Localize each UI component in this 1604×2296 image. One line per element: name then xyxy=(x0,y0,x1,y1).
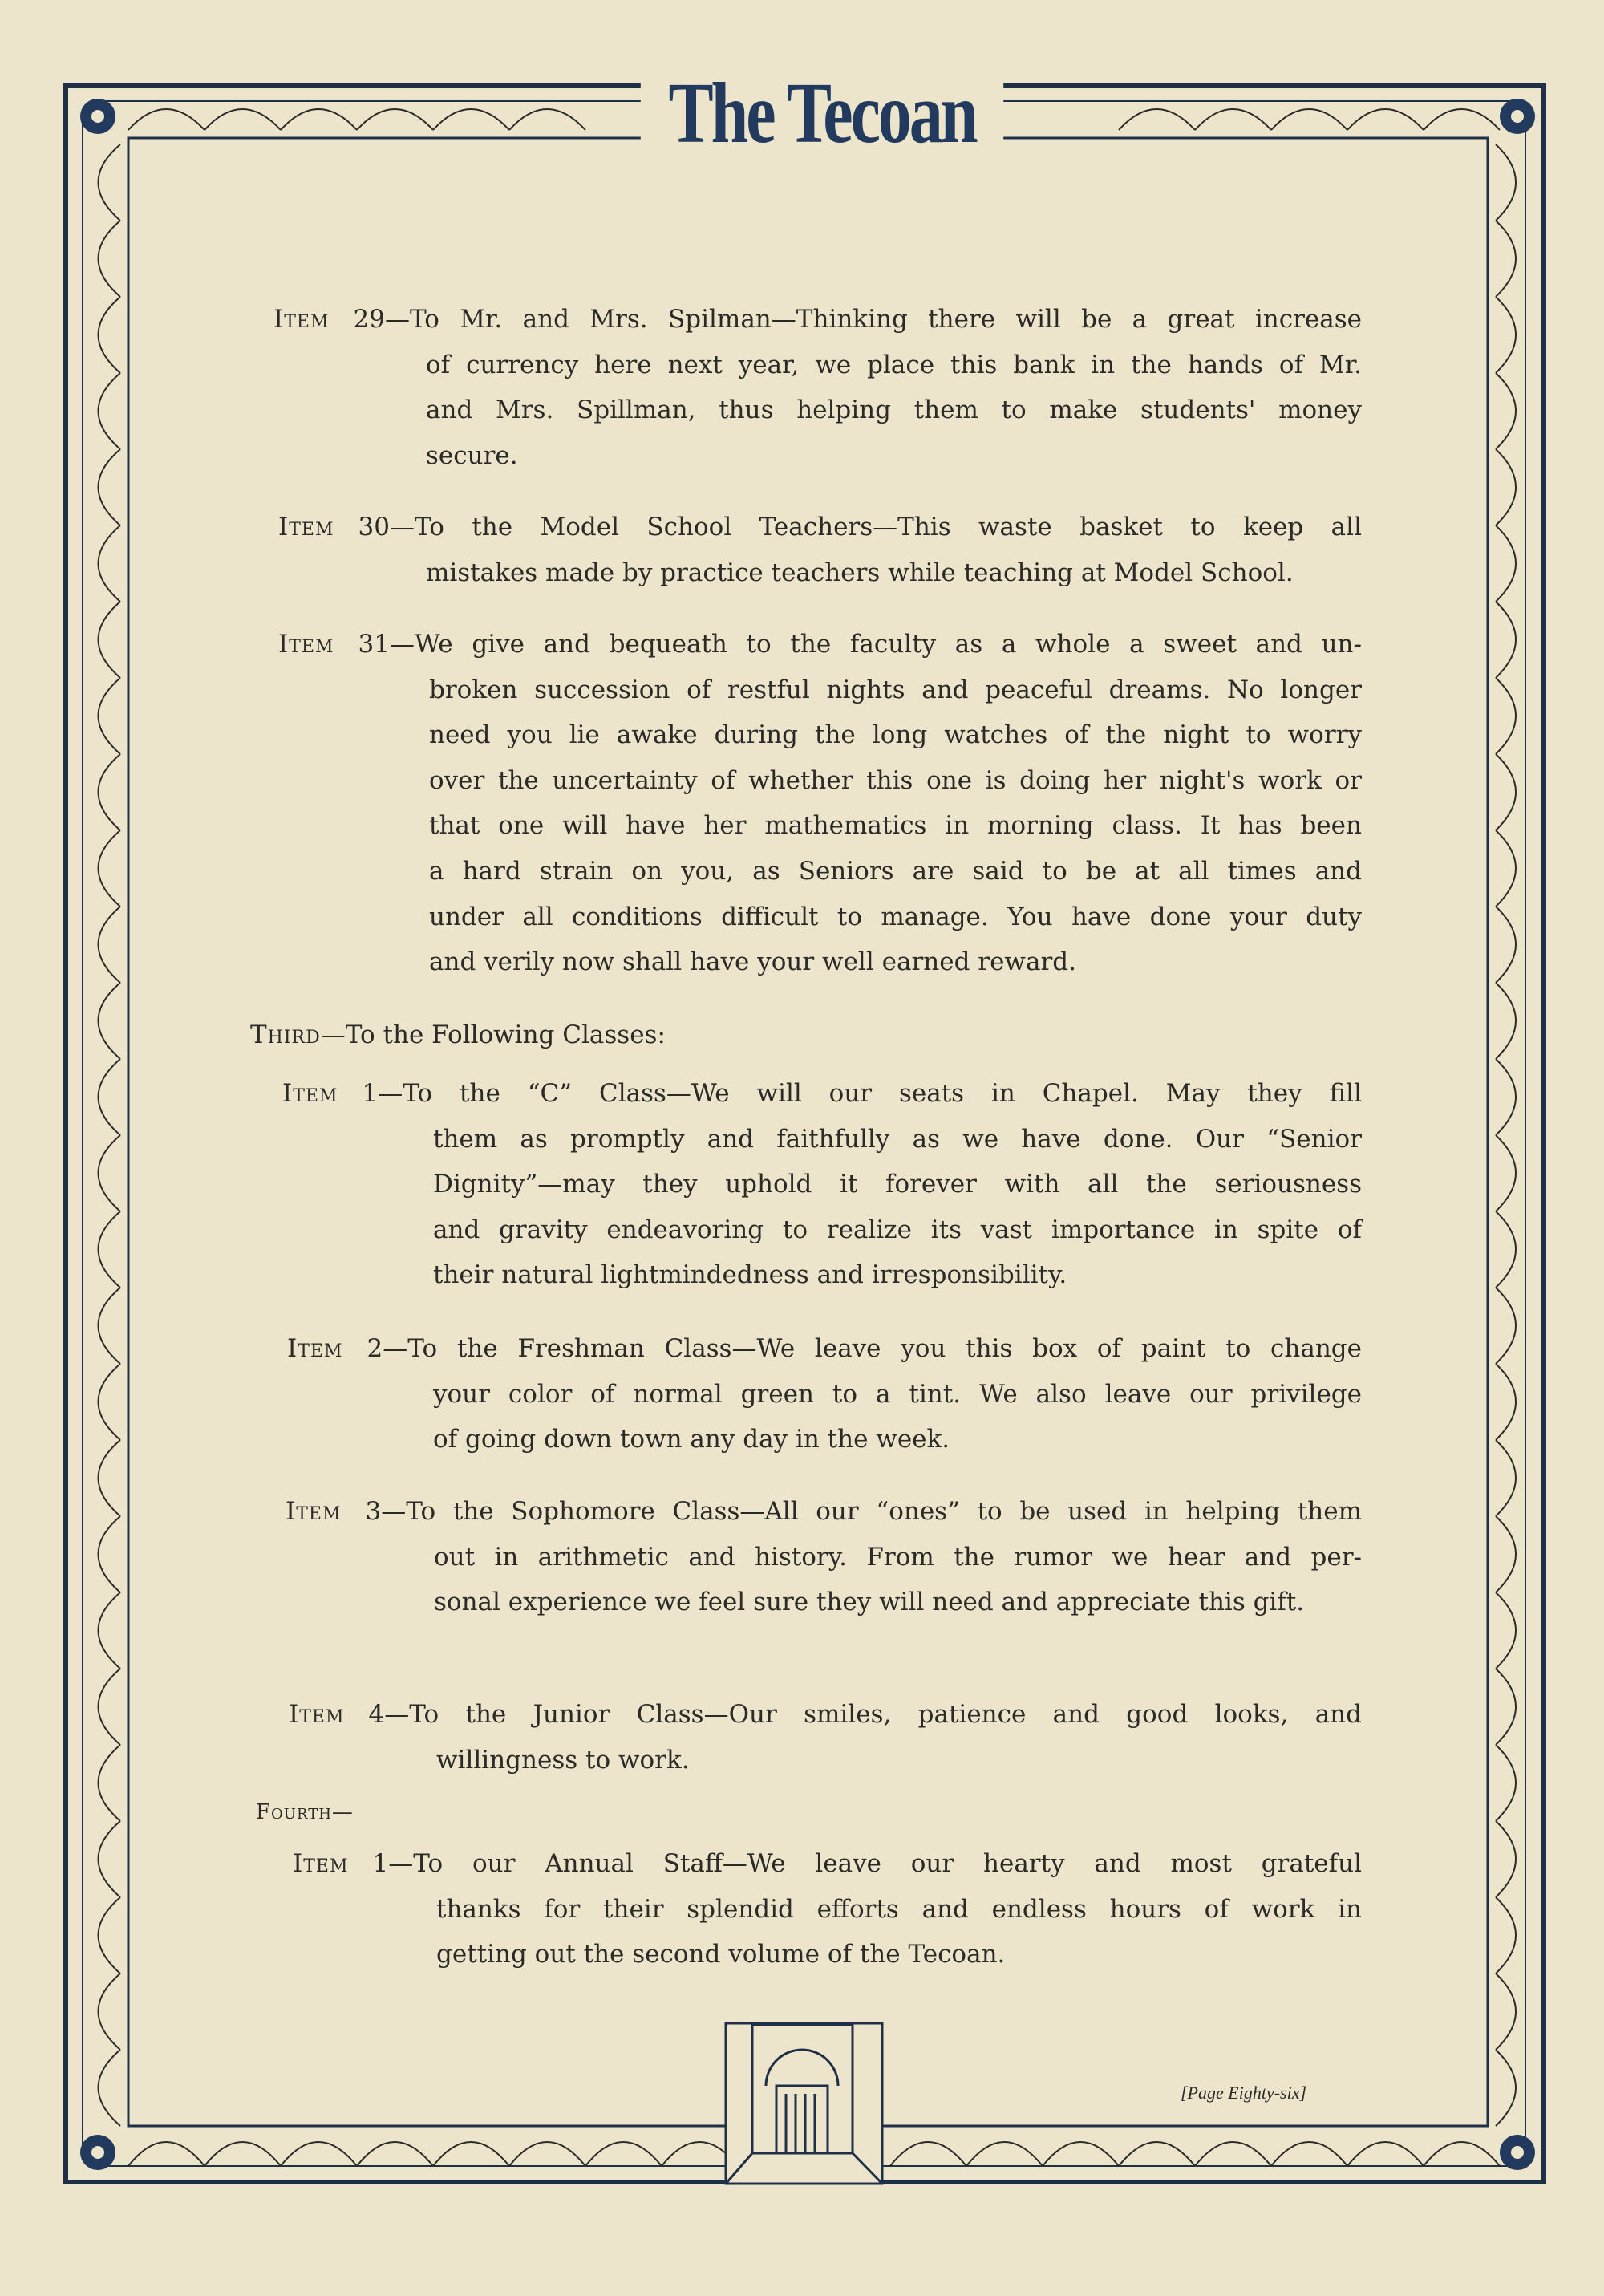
item-line xyxy=(282,1071,1362,1117)
item-text: willingness to work. xyxy=(436,1745,690,1775)
item-text: —To the Freshman Class—We leave you this box of paint to change xyxy=(383,1334,1362,1363)
item-label: Item xyxy=(289,1700,345,1729)
heading-third-label: Third xyxy=(250,1020,321,1049)
will-item xyxy=(282,1071,1362,1298)
item-number: 31 xyxy=(358,630,390,659)
item-text: mistakes made by practice teachers while teaching at Model School. xyxy=(426,558,1294,587)
item-text: broken succession of restful nights and peaceful dreams. No longer xyxy=(429,675,1362,704)
item-line xyxy=(429,894,1362,940)
item-text: —To the Model School Teachers—This waste basket to keep all xyxy=(389,513,1362,542)
item-line xyxy=(429,758,1362,804)
item-text: thanks for their splendid efforts and endless hours of work in xyxy=(436,1894,1362,1924)
item-text: sonal experience we feel sure they will need and appreciate this gift. xyxy=(434,1588,1305,1617)
item-number: 29 xyxy=(353,305,385,334)
item-text: —To Mr. and Mrs. Spilman—Thinking there will be a great increase xyxy=(384,305,1362,334)
item-line xyxy=(429,939,1362,985)
will-item xyxy=(278,505,1362,595)
item-line xyxy=(278,622,1362,667)
item-text: and gravity endeavoring to realize its vast importance in spite of xyxy=(433,1215,1362,1244)
item-label: Item xyxy=(287,1334,343,1363)
will-item xyxy=(286,1489,1362,1625)
item-line xyxy=(293,1841,1362,1887)
item-line xyxy=(433,1207,1362,1253)
item-text: your color of normal green to a tint. We also leave our privilege xyxy=(433,1379,1362,1409)
item-label: Item xyxy=(278,513,334,542)
item-number: 30 xyxy=(358,513,390,542)
item-line xyxy=(287,1326,1362,1372)
item-line xyxy=(433,1372,1362,1418)
item-line xyxy=(273,297,1362,343)
item-line xyxy=(429,849,1362,894)
item-text: —To the “C” Class—We will our seats in Chapel. May they fill xyxy=(378,1079,1362,1108)
item-text: —To the Junior Class—Our smiles, patience and good looks, and xyxy=(384,1700,1362,1729)
item-text: and Mrs. Spillman, thus helping them to make students' money xyxy=(426,396,1362,425)
heading-third-text: —To the Following Classes: xyxy=(320,1020,666,1049)
item-number: 1 xyxy=(372,1849,389,1878)
item-number: 3 xyxy=(365,1497,382,1526)
will-item xyxy=(278,622,1362,985)
item-text: under all conditions difficult to manage. You have done your duty xyxy=(429,902,1362,931)
heading-fourth xyxy=(256,1790,354,1836)
item-line xyxy=(426,343,1362,388)
item-line xyxy=(429,803,1362,849)
item-text: them as promptly and faithfully as we have done. Our “Senior xyxy=(433,1124,1362,1154)
item-text: of currency here next year, we place this bank in the hands of Mr. xyxy=(426,350,1362,379)
item-label: Item xyxy=(293,1849,349,1878)
item-number: 2 xyxy=(367,1334,383,1363)
item-label: Item xyxy=(286,1497,342,1526)
doorway-ornament xyxy=(726,2023,882,2184)
item-text: a hard strain on you, as Seniors are said to be at all times and xyxy=(429,856,1362,886)
item-text: —To our Annual Staff—We leave our hearty and most grateful xyxy=(388,1849,1362,1878)
item-line xyxy=(426,387,1362,433)
item-line xyxy=(426,550,1362,596)
item-line xyxy=(433,1117,1362,1162)
item-line xyxy=(436,1932,1362,1978)
item-label: Item xyxy=(273,305,330,334)
item-text: out in arithmetic and history. From the rumor we hear and per- xyxy=(434,1542,1362,1572)
item-text: —We give and bequeath to the faculty as a whole a sweet and un- xyxy=(389,630,1362,659)
item-line xyxy=(434,1535,1362,1580)
item-number: 4 xyxy=(368,1700,385,1729)
item-number: 1 xyxy=(362,1079,379,1108)
item-line xyxy=(433,1252,1362,1298)
item-line xyxy=(429,712,1362,758)
item-line xyxy=(278,505,1362,550)
will-item xyxy=(273,297,1362,478)
item-line xyxy=(436,1738,1362,1783)
item-text: of going down town any day in the week. xyxy=(433,1425,950,1454)
item-line xyxy=(429,667,1362,713)
heading-third xyxy=(250,1012,666,1058)
item-text: that one will have her mathematics in morning class. It has been xyxy=(429,811,1362,841)
item-label: Item xyxy=(282,1079,338,1108)
item-line xyxy=(436,1887,1362,1933)
item-line xyxy=(433,1417,1362,1462)
item-text: and verily now shall have your well earned reward. xyxy=(429,947,1076,977)
page-number: [Page Eighty-six] xyxy=(1181,2083,1307,2103)
item-text: Dignity”—may they uphold it forever with all the seriousness xyxy=(433,1170,1362,1199)
will-item xyxy=(293,1841,1362,1978)
item-line xyxy=(433,1162,1362,1207)
item-text: getting out the second volume of the Tecoan. xyxy=(436,1940,1006,1969)
item-text: secure. xyxy=(426,440,518,470)
item-label: Item xyxy=(278,630,334,659)
item-text: over the uncertainty of whether this one is doing her night's work or xyxy=(429,765,1362,795)
page-header-title: The Tecoan xyxy=(641,74,1003,154)
item-text: need you lie awake during the long watches of the night to worry xyxy=(429,720,1362,750)
item-line xyxy=(426,433,1362,479)
item-text: their natural lightmindedness and irresponsibility. xyxy=(433,1260,1067,1290)
item-line xyxy=(434,1580,1362,1625)
item-line xyxy=(289,1692,1362,1738)
will-item xyxy=(289,1692,1362,1783)
item-line xyxy=(286,1489,1362,1535)
item-text: —To the Sophomore Class—All our “ones” to be used in helping them xyxy=(381,1497,1362,1526)
heading-fourth-label: Fourth— xyxy=(256,1800,354,1824)
will-item xyxy=(287,1326,1362,1462)
